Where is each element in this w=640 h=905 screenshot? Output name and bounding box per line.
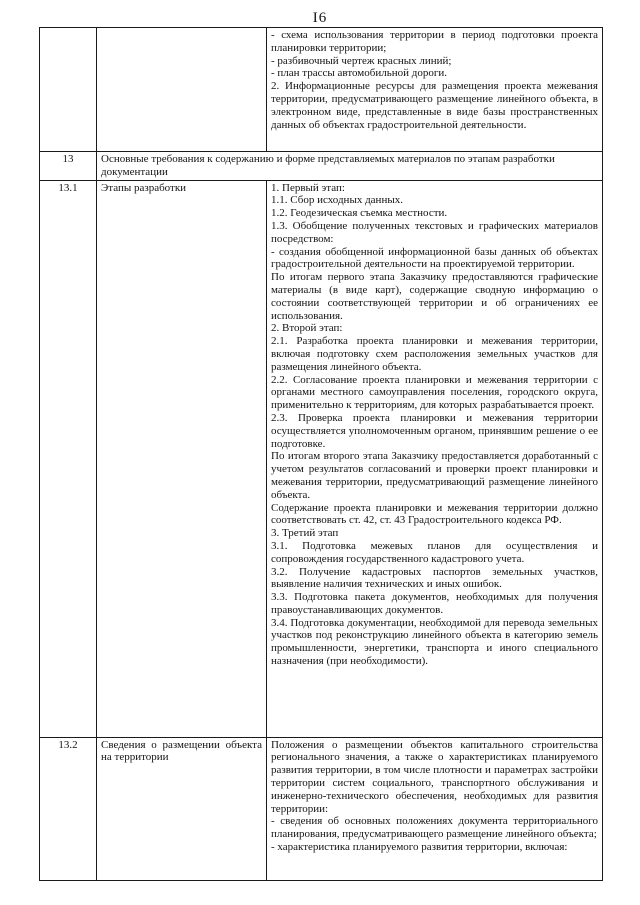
row-content [267, 28, 603, 152]
row-number: 13.2 [40, 737, 97, 880]
section-heading: Основные требования к содержанию и форме представляемых материалов по этапам разработки документации [97, 152, 603, 181]
row-title: Этапы разработки [97, 180, 267, 737]
content-line: - схема использования территории в период подготовки проекта планировки территории; [271, 29, 598, 54]
content-line: 2.2. Согласование проекта планировки и межевания территории с органами местного самоуправления поселения, городского округа, применительно к территориям, для которых разрабатывается проект. [271, 373, 598, 412]
content-line: 1.1. Сбор исходных данных. [271, 194, 403, 207]
content-line: По итогам второго этапа Заказчику предоставляется доработанный с учетом результатов согласований и проверки проект планировки и межевания территории, предусматривающий размещение линейного объекта. [271, 450, 598, 501]
content-line: 1. Первый этап: [271, 181, 345, 194]
content-line: 2. Информационные ресурсы для размещения проекта межевания территории, предусматривающего размещение линейного объекта, в электронном виде, представленные в виде базы пространственных данных об объектах градостроительной деятельности. [271, 80, 598, 131]
content-line: - сведения об основных положениях документа территориального планирования, предусматривающего размещение линейного объекта; [271, 815, 598, 841]
content-line: По итогам первого этапа Заказчику предоставляются графические материалы (в виде карт), содержащие сводную информацию о состоянии соответствующей территории и об ограничениях ее использования. [271, 271, 598, 322]
requirements-table [39, 27, 603, 881]
content-line: - план трассы автомобильной дороги. [271, 67, 448, 80]
table-row [40, 180, 603, 737]
row-number [40, 28, 97, 152]
row-content [267, 737, 603, 880]
content-line: 2. Второй этап: [271, 322, 343, 335]
content-line: 3.4. Подготовка документации, необходимой для перевода земельных участков под реконструкцию линейного объекта в категорию земель промышленности, энергетики, транспорта и иного специального назначения (при необходимости). [271, 616, 598, 668]
row-title: Сведения о размещении объекта на территории [97, 737, 267, 880]
content-line: - создания обобщенной информационной базы данных об объектах градостроительной деятельности на проектируемой территории. [271, 245, 598, 271]
content-line: 2.1. Разработка проекта планировки и межевания территории, включая подготовку схем расположения земельных участков для размещения линейного объекта. [271, 335, 598, 373]
content-line: - характеристика планируемого развития территории, включая: [271, 840, 568, 853]
content-line: Положения о размещении объектов капитального строительства регионального значения, а также о характеристиках планируемого развития территории, в том числе плотности и параметрах застройки территории систем социального, транспортного обслуживания и инженерно-технического обеспечения, необходимых для развития территории: [271, 738, 598, 815]
content-line: 3.1. Подготовка межевых планов для осуществления и сопровождения государственного кадастрового учета. [271, 539, 598, 565]
content-line: 2.3. Проверка проекта планировки и межевания территории осуществляется уполномоченным органом, принявшим решение о ее подготовке. [271, 411, 598, 450]
content-line: - разбивочный чертеж красных линий; [271, 54, 452, 67]
content-line: 3.3. Подготовка пакета документов, необходимых для получения правоустанавливающих документов. [271, 591, 598, 616]
content-line: 1.2. Геодезическая съемка местности. [271, 207, 448, 220]
table-row [40, 28, 603, 152]
page-number: I6 [312, 10, 328, 26]
content-line: Содержание проекта планировки и межевания территории должно соответствовать ст. 42, ст. 43 Градостроительного кодекса РФ. [271, 501, 598, 527]
row-number: 13.1 [40, 180, 97, 737]
table-row [40, 737, 603, 880]
content-line: 1.3. Обобщение полученных текстовых и графических материалов посредством: [271, 219, 598, 245]
content-line: 3. Третий этап [271, 527, 339, 540]
row-content [267, 180, 603, 737]
table-row [40, 152, 603, 181]
row-title [97, 28, 267, 152]
content-line: 3.2. Получение кадастровых паспортов земельных участков, выявление наличия технических и иных ошибок. [271, 565, 598, 591]
row-number: 13 [40, 152, 97, 181]
